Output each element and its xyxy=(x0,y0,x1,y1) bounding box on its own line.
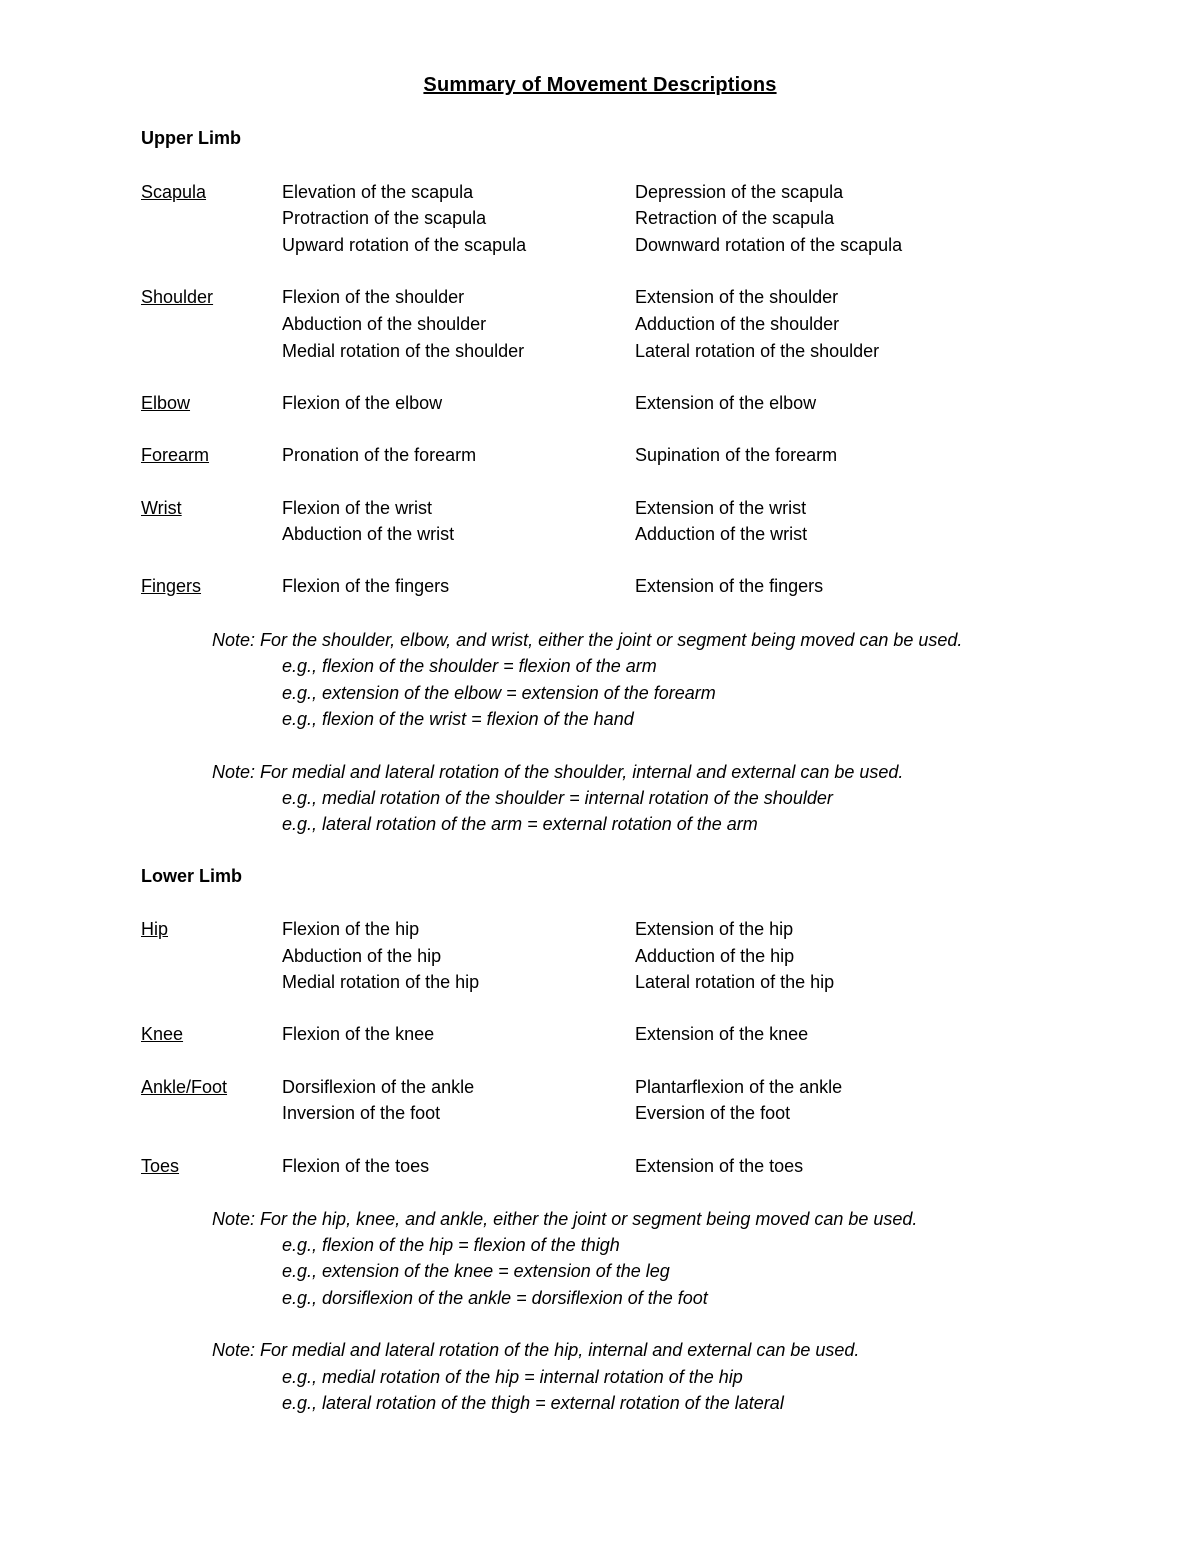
joint-label-elbow: Elbow xyxy=(141,393,191,413)
movement-opposite: Extension of the fingers xyxy=(635,576,824,596)
note-example: e.g., medial rotation of the shoulder = internal rotation of the shoulder xyxy=(282,788,833,808)
movement-primary: Elevation of the scapula xyxy=(282,182,474,202)
joint-label-wrist: Wrist xyxy=(141,498,182,518)
note-example: e.g., flexion of the wrist = flexion of the hand xyxy=(282,709,634,729)
movement-primary: Dorsiflexion of the ankle xyxy=(282,1077,475,1097)
movement-primary: Medial rotation of the shoulder xyxy=(282,341,525,361)
movement-primary: Protraction of the scapula xyxy=(282,208,487,228)
movement-opposite: Extension of the wrist xyxy=(635,498,807,518)
movement-row xyxy=(0,916,1200,942)
note-heading: Note: For medial and lateral rotation of the hip, internal and external can be used. xyxy=(212,1340,860,1360)
movement-primary: Flexion of the elbow xyxy=(282,393,443,413)
movement-opposite: Extension of the knee xyxy=(635,1024,809,1044)
movement-row xyxy=(0,442,1200,468)
movement-primary: Flexion of the wrist xyxy=(282,498,433,518)
movement-primary: Abduction of the wrist xyxy=(282,524,455,544)
note-heading: Note: For medial and lateral rotation of the shoulder, internal and external can be used. xyxy=(212,762,904,782)
movement-opposite: Supination of the forearm xyxy=(635,445,838,465)
movement-row xyxy=(0,521,1200,547)
movement-opposite: Depression of the scapula xyxy=(635,182,844,202)
note-heading: Note: For the hip, knee, and ankle, either the joint or segment being moved can be used. xyxy=(212,1209,918,1229)
note-example: e.g., flexion of the hip = flexion of the thigh xyxy=(282,1235,620,1255)
movement-row xyxy=(0,338,1200,364)
joint-label-hip: Hip xyxy=(141,919,169,939)
movement-primary: Flexion of the toes xyxy=(282,1156,430,1176)
movement-row xyxy=(0,1021,1200,1047)
section-heading-upper-limb: Upper Limb xyxy=(141,128,242,148)
movement-row xyxy=(0,1153,1200,1179)
movement-opposite: Extension of the toes xyxy=(635,1156,804,1176)
movement-row xyxy=(0,390,1200,416)
note-example: e.g., lateral rotation of the arm = external rotation of the arm xyxy=(282,814,758,834)
movement-opposite: Eversion of the foot xyxy=(635,1103,791,1123)
movement-opposite: Plantarflexion of the ankle xyxy=(635,1077,843,1097)
movement-row xyxy=(0,1100,1200,1126)
movement-primary: Inversion of the foot xyxy=(282,1103,441,1123)
movement-opposite: Downward rotation of the scapula xyxy=(635,235,903,255)
note-example: e.g., extension of the knee = extension of the leg xyxy=(282,1261,670,1281)
joint-label-forearm: Forearm xyxy=(141,445,210,465)
movement-opposite: Retraction of the scapula xyxy=(635,208,835,228)
movement-primary: Medial rotation of the hip xyxy=(282,972,480,992)
movement-primary: Flexion of the fingers xyxy=(282,576,450,596)
movement-primary: Flexion of the hip xyxy=(282,919,420,939)
movement-row xyxy=(0,1074,1200,1100)
movement-row xyxy=(0,943,1200,969)
movement-primary: Flexion of the shoulder xyxy=(282,287,465,307)
movement-row xyxy=(0,232,1200,258)
movement-row xyxy=(0,969,1200,995)
movement-opposite: Extension of the hip xyxy=(635,919,794,939)
movement-opposite: Adduction of the shoulder xyxy=(635,314,840,334)
movement-primary: Upward rotation of the scapula xyxy=(282,235,527,255)
movement-row xyxy=(0,311,1200,337)
note-heading: Note: For the shoulder, elbow, and wrist, either the joint or segment being moved can be used. xyxy=(212,630,963,650)
movement-opposite: Adduction of the wrist xyxy=(635,524,808,544)
movement-primary: Flexion of the knee xyxy=(282,1024,435,1044)
movement-opposite: Adduction of the hip xyxy=(635,946,795,966)
note-example: e.g., lateral rotation of the thigh = external rotation of the lateral xyxy=(282,1393,784,1413)
movement-opposite: Lateral rotation of the hip xyxy=(635,972,835,992)
page-title: Summary of Movement Descriptions xyxy=(423,74,777,96)
note-example: e.g., flexion of the shoulder = flexion of the arm xyxy=(282,656,657,676)
movement-row xyxy=(0,495,1200,521)
movement-opposite: Lateral rotation of the shoulder xyxy=(635,341,880,361)
section-heading-lower-limb: Lower Limb xyxy=(141,866,243,886)
movement-opposite: Extension of the shoulder xyxy=(635,287,839,307)
movement-primary: Abduction of the shoulder xyxy=(282,314,487,334)
joint-label-toes: Toes xyxy=(141,1156,180,1176)
movement-primary: Abduction of the hip xyxy=(282,946,442,966)
joint-label-fingers: Fingers xyxy=(141,576,202,596)
movement-row xyxy=(0,573,1200,599)
movement-row xyxy=(0,205,1200,231)
joint-label-shoulder: Shoulder xyxy=(141,287,214,307)
note-example: e.g., dorsiflexion of the ankle = dorsiflexion of the foot xyxy=(282,1288,708,1308)
note-example: e.g., medial rotation of the hip = internal rotation of the hip xyxy=(282,1367,743,1387)
note-example: e.g., extension of the elbow = extension of the forearm xyxy=(282,683,716,703)
movement-row xyxy=(0,284,1200,310)
movement-row xyxy=(0,179,1200,205)
movement-primary: Pronation of the forearm xyxy=(282,445,477,465)
joint-label-ankle-foot: Ankle/Foot xyxy=(141,1077,228,1097)
joint-label-knee: Knee xyxy=(141,1024,184,1044)
joint-label-scapula: Scapula xyxy=(141,182,207,202)
movement-opposite: Extension of the elbow xyxy=(635,393,817,413)
